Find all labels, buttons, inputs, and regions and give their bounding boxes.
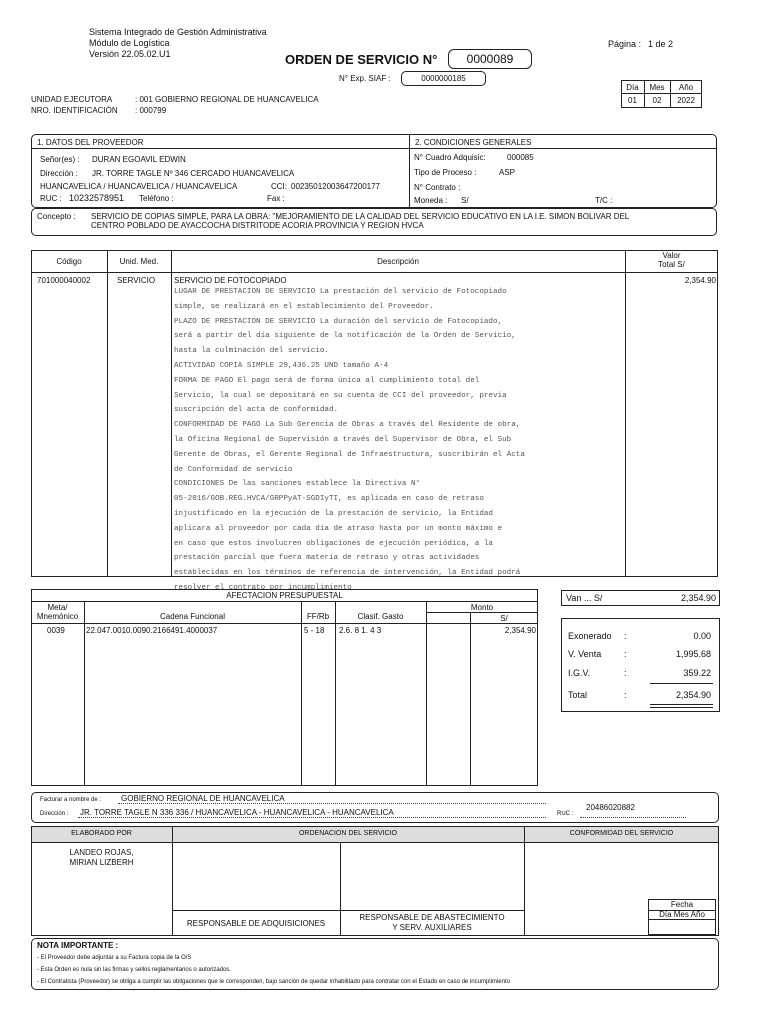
item-codigo: 701000040002 <box>37 276 91 285</box>
igv-value: 359.22 <box>683 668 711 678</box>
resp-abastecimiento: RESPONSABLE DE ABASTECIMIENTO Y SERV. AUXILIARES <box>359 913 505 932</box>
fecha-cols: Día Mes Año <box>659 910 705 919</box>
ruc-label: RUC : <box>40 194 62 203</box>
detalle-line: 05-2016/GOB.REG.HVCA/GRPPyAT-SGDIyTI, es aplicada en caso de retraso <box>174 495 484 504</box>
nota-line: - El Proveedor debe adjuntar a su Factura copia de la O/S <box>37 955 192 961</box>
detalle-line: suscripción del acta de conformidad. <box>174 406 339 415</box>
order-number: 0000089 <box>448 49 532 69</box>
detalle-line: aplicara al proveedor por cada día de atraso hasta por un monto máximo e <box>174 524 503 533</box>
igv-label: I.G.V. <box>568 668 591 678</box>
direccion-label: Dirección : <box>40 169 78 178</box>
nota-line: - Esta Orden es nula sin las firmas y sellos reglamentarios o autorizados. <box>37 967 232 973</box>
detalle-line: prestación parcial que fuera materia de retraso y otras actividades <box>174 554 480 563</box>
total-colon: : <box>624 690 627 700</box>
date-day: 01 <box>628 96 637 105</box>
factura-nombre-label: Facturar a nombre de : <box>40 797 102 803</box>
concepto-text <box>91 212 629 230</box>
afectacion-title: AFECTACION PRESUPUESTAL <box>226 591 343 600</box>
venta-colon: : <box>624 649 627 659</box>
cuadro-label: N° Cuadro Adquisic: <box>414 153 486 162</box>
nota-lines <box>37 952 510 988</box>
detalle-line: injustificado en la ejecución de la prestación de servicio, la Entidad <box>174 509 493 518</box>
venta-label: V. Venta <box>568 649 602 659</box>
cci-value: 00235012003647200177 <box>291 182 380 191</box>
date-year-header: Año <box>678 83 694 92</box>
nota-title: NOTA IMPORTANTE : <box>37 941 119 950</box>
detalle-line: Gerente de Obras, el Gerente Regional de Infraestructura, suscribirán el Acta <box>174 450 525 459</box>
col-valor-header: Valor Total S/ <box>658 251 685 269</box>
module-name: Módulo de Logística <box>89 38 170 48</box>
conformidad-header: CONFORMIDAD DEL SERVICIO <box>569 830 674 837</box>
factura-ruc-label: RUC : <box>557 811 574 817</box>
resp-adquisiciones: RESPONSABLE DE ADQUISICIONES <box>186 919 326 928</box>
igv-colon: : <box>624 668 627 678</box>
afect-ff: 5 - 18 <box>304 626 325 635</box>
exonerado-value: 0.00 <box>693 631 711 641</box>
date-month-header: Mes <box>649 83 665 92</box>
exonerado-label: Exonerado <box>568 631 612 641</box>
exonerado-colon: : <box>624 631 627 641</box>
system-info <box>89 27 267 60</box>
direccion-value: JR. TORRE TAGLE Nº 346 CERCADO HUANCAVELICA <box>92 169 295 178</box>
concepto-label: Concepto : <box>37 212 76 221</box>
total-label: Total <box>568 690 588 700</box>
ubicacion-value: HUANCAVELICA / HUANCAVELICA / HUANCAVELICA <box>40 182 238 191</box>
elaborado-header: ELABORADO POR <box>71 830 132 837</box>
item-detalle <box>174 285 525 596</box>
telefono-label: Teléfono : <box>139 194 174 203</box>
factura-nombre-value: GOBIERNO REGIONAL DE HUANCAVELICA <box>121 794 285 803</box>
detalle-line: resolver el contrato por incumplimiento <box>174 583 352 592</box>
afect-meta: 0039 <box>47 626 65 635</box>
ruc-value: 10232578951 <box>69 193 125 203</box>
venta-value: 1,995.68 <box>675 649 711 659</box>
section-proveedor-title: 1. DATOS DEL PROVEEDOR <box>37 138 144 147</box>
system-name: Sistema Integrado de Gestión Administrativa <box>89 27 267 37</box>
exp-siaf-value: 0000000185 <box>401 71 486 86</box>
nro-id-label: NRO. IDENTIFICACIÓN <box>31 106 118 115</box>
unidad-label: UNIDAD EJECUTORA <box>31 95 113 104</box>
fecha-label: Fecha <box>670 900 694 909</box>
afect-clasif: 2.6. 8 1. 4 3 <box>339 626 382 635</box>
factura-ruc-value: 20486020882 <box>586 803 635 812</box>
van-label: Van ... S/ <box>566 593 603 603</box>
detalle-line: será a partir del día siguiente de la notificación de la Orden de Servicio, <box>174 332 516 341</box>
detalle-line: CONDICIONES De las sanciones establece la Directiva N° <box>174 480 421 489</box>
van-value: 2,354.90 <box>680 593 716 603</box>
col-codigo-header: Código <box>56 257 82 266</box>
detalle-line: simple, se realizará en el establecimiento del Proveedor. <box>174 302 434 311</box>
cci-label: CCI: <box>271 182 287 191</box>
col-soles-header: S/ <box>500 614 508 623</box>
section-condiciones-title: 2. CONDICIONES GENERALES <box>415 138 532 147</box>
item-valor: 2,354.90 <box>684 276 716 285</box>
col-unidad-header: Unid. Med. <box>119 257 159 266</box>
elaborado-nombre: LANDEO ROJAS, MIRIAN LIZBERH <box>69 848 134 867</box>
tipo-proceso-value: ASP <box>499 168 516 177</box>
total-value: 2,354.90 <box>675 690 711 700</box>
factura-direccion-label: Dirección : <box>40 811 69 817</box>
item-unidad: SERVICIO <box>117 276 156 285</box>
detalle-line: ACTIVIDAD COPIA SIMPLE 29,436.25 UND tamaño A-4 <box>174 361 389 370</box>
col-ff-header: FF/Rb <box>306 612 330 621</box>
col-clasif-header: Clasif. Gasto <box>357 612 404 621</box>
detalle-line: establecidas en los términos de referencia de intervención, la Entidad podrá <box>174 569 521 578</box>
detalle-line: hasta la culminación del servicio. <box>174 347 329 356</box>
detalle-line: CONFORMIDAD DE PAGO La Sub Gerencia de Obras a través del Residente de obra, <box>174 421 521 430</box>
page-label: Página : <box>608 39 642 49</box>
senor-label: Señor(es) : <box>40 155 80 164</box>
contrato-label: N° Contrato : <box>414 183 461 192</box>
nota-line: - El Contratista (Proveedor) se obliga a cumplir las obligaciones que le corresponden, bajo sanción de quedar inhabilitado para contratar con el Estado en caso de incumplimiento <box>37 979 510 985</box>
col-meta-header: Meta/ Mnemónico <box>36 603 79 621</box>
detalle-line: Servicio, la cual se depositará en su cuenta de CCI del proveedor, previa <box>174 391 507 400</box>
detalle-line: en caso que estos involucren obligaciones de ejecución periódica, a la <box>174 539 493 548</box>
unidad-value: : 001 GOBIERNO REGIONAL DE HUANCAVELICA <box>135 95 319 104</box>
version-label: Versión 22.05.02.U1 <box>89 49 171 59</box>
col-descripcion-header: Descripción <box>377 257 419 266</box>
document-title: ORDEN DE SERVICIO N° <box>285 52 438 67</box>
tipo-proceso-label: Tipo de Proceso : <box>414 168 477 177</box>
factura-direccion-value: JR. TORRE TAGLE N 336 336 / HUANCAVELICA - HUANCAVELICA - HUANCAVELICA <box>80 808 394 817</box>
page-value: 1 de 2 <box>648 39 674 49</box>
exp-siaf-label: N° Exp. SIAF : <box>339 74 391 83</box>
afect-cadena: 22.047.0010.0090.2166491.4000037 <box>86 626 218 635</box>
detalle-line: PLAZO DE PRESTACION DE SERVICIO La duración del servicio de Fotocopiado, <box>174 317 503 326</box>
fax-label: Fax : <box>267 194 285 203</box>
senor-value: DURAN EGOAVIL EDWIN <box>92 155 186 164</box>
detalle-line: LUGAR DE PRESTACION DE SERVICIO La prestación del servicio de Fotocopiado <box>174 288 507 296</box>
detalle-line: FORMA DE PAGO El pago será de forma única al cumplimiento total del <box>174 376 480 385</box>
col-cadena-header: Cadena Funcional <box>160 612 225 621</box>
nro-id-value: : 000799 <box>135 106 167 115</box>
date-year: 2022 <box>677 96 695 105</box>
detalle-line: de Conformidad de servicio <box>174 465 293 474</box>
concepto-line-1: SERVICIO DE COPIAS SIMPLE, PARA LA OBRA: "MEJORAMIENTO DE LA CALIDAD DEL SERVICIO EDUCATIVO EN LA I.E. SIMON BOLIVAR DEL <box>91 212 630 221</box>
ordenacion-header: ORDENACION DEL SERVICIO <box>298 830 398 837</box>
date-day-header: Día <box>626 83 639 92</box>
cuadro-value: 000085 <box>507 153 534 162</box>
afect-monto: 2,354.90 <box>504 626 536 635</box>
tc-label: T/C : <box>595 196 613 205</box>
concepto-line-2: CENTRO POBLADO DE AYACCOCHA DISTRITODE ACORIA PROVINCIA Y REGION HVCA <box>91 221 424 230</box>
col-monto-header: Monto <box>470 603 494 612</box>
detalle-line: la Oficina Regional de Supervisión a través del Supervisor de Obra, el Sub <box>174 435 512 444</box>
date-month: 02 <box>652 96 662 105</box>
moneda-value: S/ <box>461 196 469 205</box>
moneda-label: Moneda : <box>414 196 448 205</box>
item-titulo: SERVICIO DE FOTOCOPIADO <box>174 276 287 285</box>
